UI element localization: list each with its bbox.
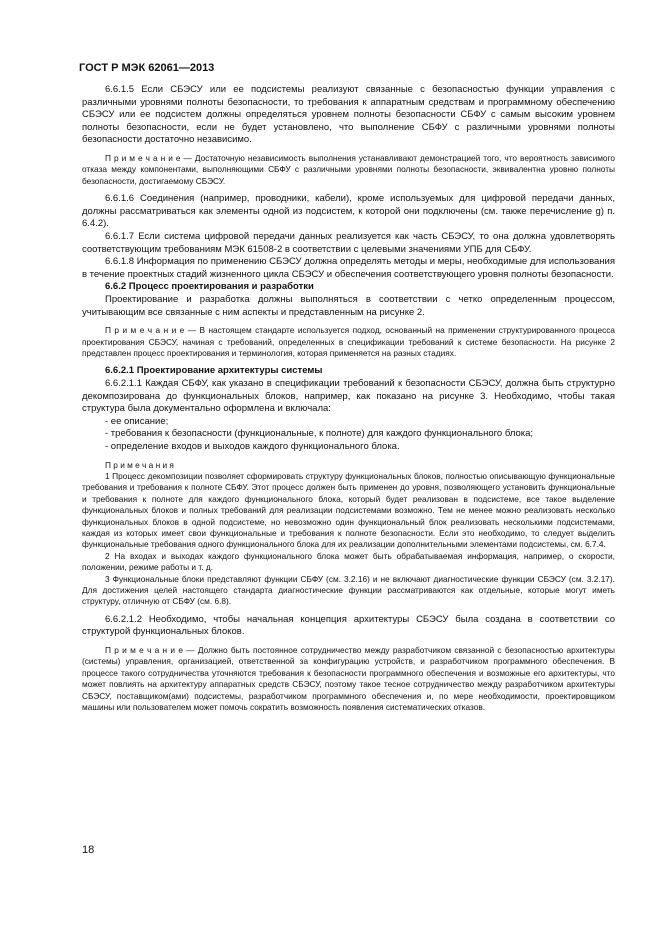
paragraph: 6.6.2.1.1 Каждая СБФУ, как указано в спецификации требований к безопасности СБЭСУ, должна быть структурно декомпозирована до функциональных блоков, например, как показано на рисунке 3. Необходимо, чтобы такая структура была документально оформлена и включала: xyxy=(82,377,615,415)
note xyxy=(82,153,615,187)
note xyxy=(82,645,615,713)
paragraph: 6.6.2.1.2 Необходимо, чтобы начальная концепция архитектуры СБЭСУ была создана в соответствии со структурой функциональных блоков. xyxy=(82,613,615,638)
paragraph: 6.6.1.8 Информация по применению СБЭСУ должна определять методы и меры, необходимые для использования в течение проектных стадий жизненного цикла СБЭСУ и обеспечения соответствующего уровня полноты безопасности. xyxy=(82,256,615,280)
note-label: П р и м е ч а н и е xyxy=(105,325,185,336)
list-item: - определение входов и выходов каждого функционального блока. xyxy=(105,440,400,452)
section-heading: 6.6.2 Процесс проектирования и разработки xyxy=(105,281,314,293)
paragraph: 6.6.1.5 Если СБЭСУ или ее подсистемы реализуют связанные с безопасностью функции управления с различными уровнями полноты безопасности, то требования к аппаратным средствам и программному обеспечению СБЭСУ или ее подсистем должны определяться уровнем полноты безопасности СБФУ с самым высоким уровнем полноты безопасности, если не будет установлено, что выполнение СБФУ с различными уровнями полноты безопасности достаточно независимо. xyxy=(82,84,615,146)
list-item: - требования к безопасности (функциональные, к полноте) для каждого функционального блока; xyxy=(105,428,534,440)
note-item: 3 Функциональные блоки представляют функции СБФУ (см. 3.2.16) и не включают диагностические функции СБЭСУ (см. 3.2.17). Для достижения целей настоящего стандарта диагностические функции рассматриваются как отдельные, которые могут иметь структуру, отличную от СБФУ (см. 6.8). xyxy=(82,573,615,607)
paragraph: Проектирование и разработка должны выполняться в соответствии с четко определенным процессом, учитывающим все связанные с ним аспекты и представленным на рисунке 2. xyxy=(82,293,615,318)
note-label: П р и м е ч а н и е xyxy=(105,644,183,655)
note xyxy=(82,325,615,359)
note-label: П р и м е ч а н и е xyxy=(105,152,181,163)
section-heading: 6.6.2.1 Проектирование архитектуры системы xyxy=(105,365,323,377)
document-header: ГОСТ Р МЭК 62061—2013 xyxy=(79,62,215,74)
paragraph: 6.6.1.6 Соединения (например, проводники, кабели), кроме используемых для цифровой передачи данных, должны рассматриваться как элементы одной из подсистем, к которой они подключены (см. также перечисление g) п. 6.4.2). xyxy=(82,193,615,230)
document-body xyxy=(82,84,615,713)
page-number: 18 xyxy=(82,844,95,856)
note-item: 2 На входах и выходах каждого функционального блока может быть обрабатываемая информация, например, о скорости, положении, режиме работы и т. д. xyxy=(82,550,615,573)
note-text: — Достаточную независимость выполнения устанавливают демонстрацией того, что вероятность зависимого отказа между компонентами, выполняющими СБФУ с различными уровнями полноты безопасности, эквивалентна уровню полноты безопасности, достигаемому СБЭСУ. xyxy=(82,152,615,186)
note-text: — В настоящем стандарте используется подход, основанный на применении структурированного процесса проектирования СБЭСУ, начиная с требований, определенных в спецификации требований к системе безопасности. На рисунке 2 представлен процесс проектирования и терминология, которая применяется на разных стадиях. xyxy=(82,325,615,358)
note-item: 1 Процесс декомпозиции позволяет сформировать структуру функциональных блоков, полностью описывающую функциональные требования и требования к полноте СБФУ. Этот процесс должен быть применен до уровня, позволяющего установить функциональные и требования к полноте для каждого функционального блока, который будет реализован в подсистеме, все такое выделение функциональных блоков и полных требований для реализации подсистемами возможно. Тем не менее можно реализовать несколько функциональных блоков в одной подсистеме, но невозможно один функциональный блок реализовать несколькими подсистемами, каждая из которых имеет свои функциональные и требования к полноте безопасности. Если это необходимо, то следует выделить функциональные требования одного функционального блока для их реализации дополнительными элементами подсистемы, см. 6.7.4. xyxy=(82,470,615,550)
paragraph: 6.6.1.7 Если система цифровой передачи данных реализуется как часть СБЭСУ, то она должна удовлетворять соответствующим требованиям МЭК 61508-2 в соответствии с целевыми значениями УПБ для СБФУ. xyxy=(82,230,615,255)
list-item: - ее описание; xyxy=(105,415,169,427)
note-text: — Должно быть постоянное сотрудничество между разработчиком связанной с безопасностью архитектуры (системы) управления, организацией, ответственной за конфигурацию устройств, и разработчиком программного обеспечения. В процессе такого сотрудничества уточняются требования к безопасности программного обеспечения и возможные его архитектуры, что может повлиять на архитектуру аппаратных средств СБЭСУ, поэтому такое тесное сотрудничество между разработчиком архитектуры СБЭСУ, поставщиком(ами) подсистемы, разработчиком программного обеспечения и, по мере необходимости, проектировщиком машины или пользователем может помочь сократить возможность появления систематических отказов. xyxy=(82,644,615,712)
notes-heading: П р и м е ч а н и я xyxy=(105,459,174,470)
